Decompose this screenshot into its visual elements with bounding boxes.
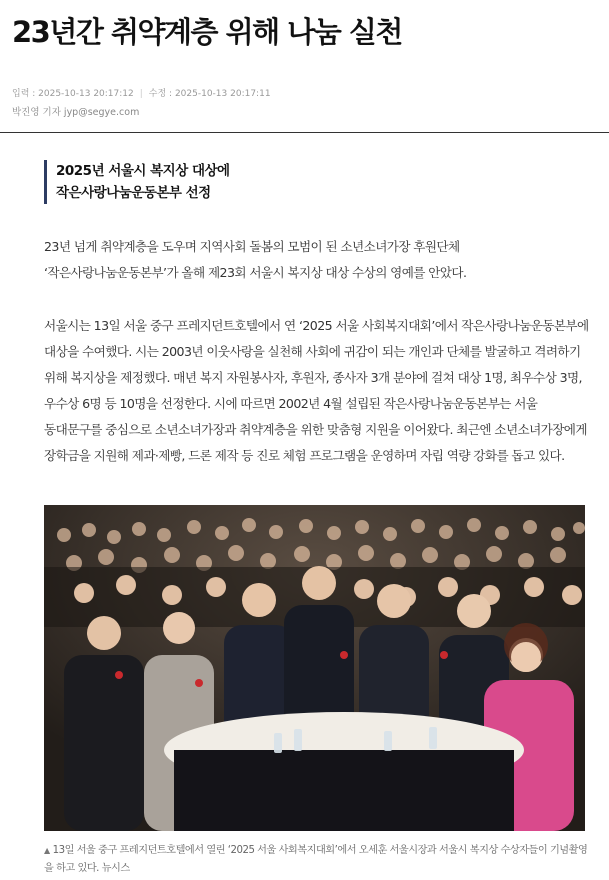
modified-time: 2025-10-13 20:17:11 (174, 89, 271, 99)
subhead-line-1: 2025년 서울시 복지상 대상에 (56, 163, 230, 179)
article-subhead (44, 160, 230, 204)
photo-caption (44, 842, 590, 878)
photo-image-icon (44, 505, 585, 831)
modified-label: 수정 : (148, 89, 175, 99)
article-byline[interactable]: 박진영 기자 jyp@segye.com (12, 107, 140, 118)
article-photo[interactable] (44, 505, 585, 831)
article-headline: 23년간 취약계층 위해 나눔 실천 (12, 15, 402, 49)
article-meta (12, 86, 271, 99)
input-label: 입력 : (12, 89, 39, 99)
caption-text: 13일 서울 중구 프레지던트호텔에서 열린 ‘2025 서울 사회복지대회’에서 오세훈 서울시장과 서울시 복지상 수상자들이 기념촬영을 하고 있다. 뉴시스 (44, 845, 588, 874)
article-paragraph: 서울시는 13일 서울 중구 프레지던트호텔에서 연 ‘2025 서울 사회복지대회’에서 작은사랑나눔운동본부에 대상을 수여했다. 시는 2003년 이웃사랑을 실천해 사회에 귀감이 되는 개인과 단체를 발굴하고 격려하기 위해 복지상을 제정했다. 매년 복지 자원봉사자, 후원자, 종사자 3개 분야에 걸쳐 대상 1명, 최우수상 3명, 우수상 6명 등 10명을 선정한다. 시에 따르면 2002년 4월 설립된 작은사랑나눔운동본부는 서울 동대문구를 중심으로 소년소녀가장과 취약계층을 위한 맞춤형 지원을 이어왔다. 최근엔 소년소녀가장에게 장학금을 지원해 제과·제빵, 드론 제작 등 진로 체험 프로그램을 운영하며 자립 역량 강화를 돕고 있다. (44, 318, 589, 463)
meta-separator: | (139, 89, 143, 99)
input-time: 2025-10-13 20:17:12 (38, 89, 134, 99)
caption-marker: ▲ (44, 846, 50, 855)
subhead-line-2: 작은사랑나눔운동본부 선정 (56, 185, 211, 201)
header-divider (0, 132, 609, 133)
article-paragraph: 23년 넘게 취약계층을 도우며 지역사회 돌봄의 모범이 된 소년소녀가장 후원단체 ‘작은사랑나눔운동본부’가 올해 제23회 서울시 복지상 대상 수상의 영예를 안았다. (44, 239, 467, 280)
